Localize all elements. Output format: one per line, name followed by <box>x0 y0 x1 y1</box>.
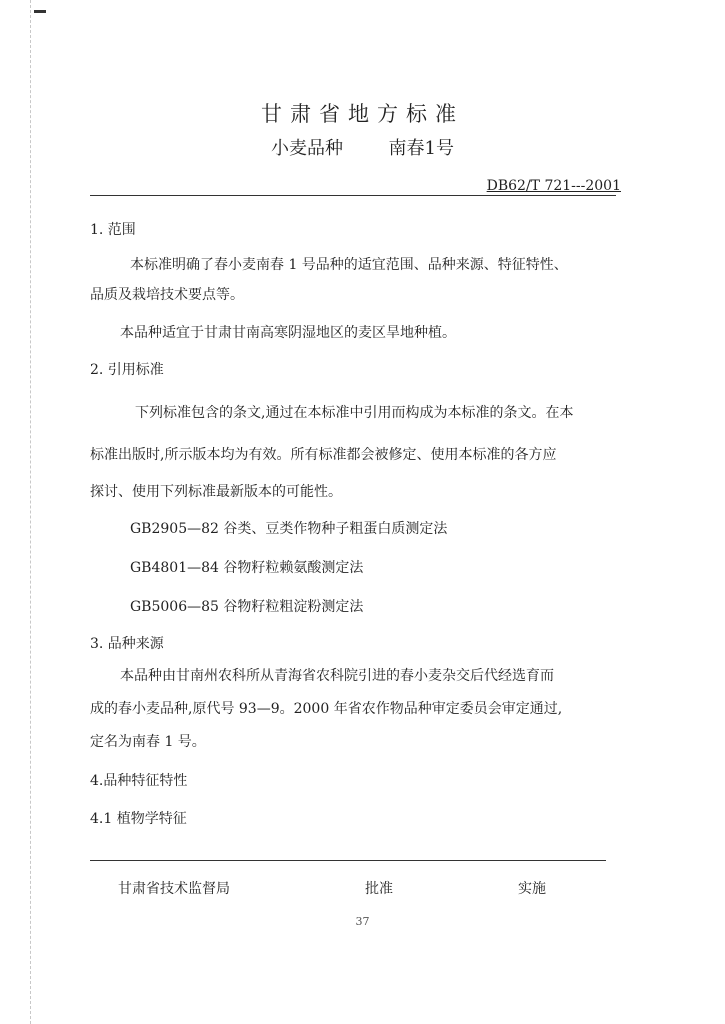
scan-mark <box>34 10 46 13</box>
reference-standard: GB2905—82 谷类、豆类作物种子粗蛋白质测定法 <box>130 521 448 537</box>
approve-label: 批准 <box>365 881 393 897</box>
section-1-heading: 1. 范围 <box>90 222 136 238</box>
section-1-paragraph: 本品种适宜于甘肃甘南高寒阴湿地区的麦区旱地种植。 <box>120 325 456 341</box>
section-1-paragraph-line: 品质及栽培技术要点等。 <box>90 287 244 303</box>
section-3-paragraph-line: 本品种由甘南州农科所从青海省农科院引进的春小麦杂交后代经选育而 <box>120 668 554 684</box>
section-3-paragraph-line: 成的春小麦品种,原代号 93—9。2000 年省农作物品种审定委员会审定通过, <box>90 701 563 717</box>
document-number: DB62/T 721---2001 <box>483 178 621 194</box>
section-2-heading: 2. 引用标准 <box>90 362 164 378</box>
footer-rule <box>90 860 606 861</box>
section-2-paragraph-line: 标准出版时,所示版本均为有效。所有标准都会被修定、使用本标准的各方应 <box>90 447 557 463</box>
page-number: 37 <box>355 915 370 928</box>
section-1-paragraph-line: 本标准明确了春小麦南春 1 号品种的适宜范围、品种来源、特征特性、 <box>130 257 568 273</box>
issuing-authority: 甘肃省技术监督局 <box>118 881 230 897</box>
section-3-heading: 3. 品种来源 <box>90 636 164 652</box>
section-2-paragraph-line: 探讨、使用下列标准最新版本的可能性。 <box>90 484 342 500</box>
subtitle-left: 小麦品种 <box>271 138 344 159</box>
section-4-1-heading: 4.1 植物学特征 <box>90 811 187 827</box>
reference-standard: GB5006—85 谷物籽粒粗淀粉测定法 <box>130 599 364 615</box>
header-rule <box>90 195 616 196</box>
standard-subtitle <box>0 134 725 160</box>
standard-title: 甘肃省地方标准 <box>261 102 464 126</box>
section-3-paragraph-line: 定名为南春 1 号。 <box>90 734 206 750</box>
section-2-paragraph-line: 下列标准包含的条文,通过在本标准中引用而构成为本标准的条文。在本 <box>135 405 574 421</box>
reference-standard: GB4801—84 谷物籽粒赖氨酸测定法 <box>130 560 364 576</box>
implement-label: 实施 <box>518 881 546 897</box>
section-4-heading: 4.品种特征特性 <box>90 773 188 789</box>
subtitle-right: 南春1号 <box>388 138 454 159</box>
